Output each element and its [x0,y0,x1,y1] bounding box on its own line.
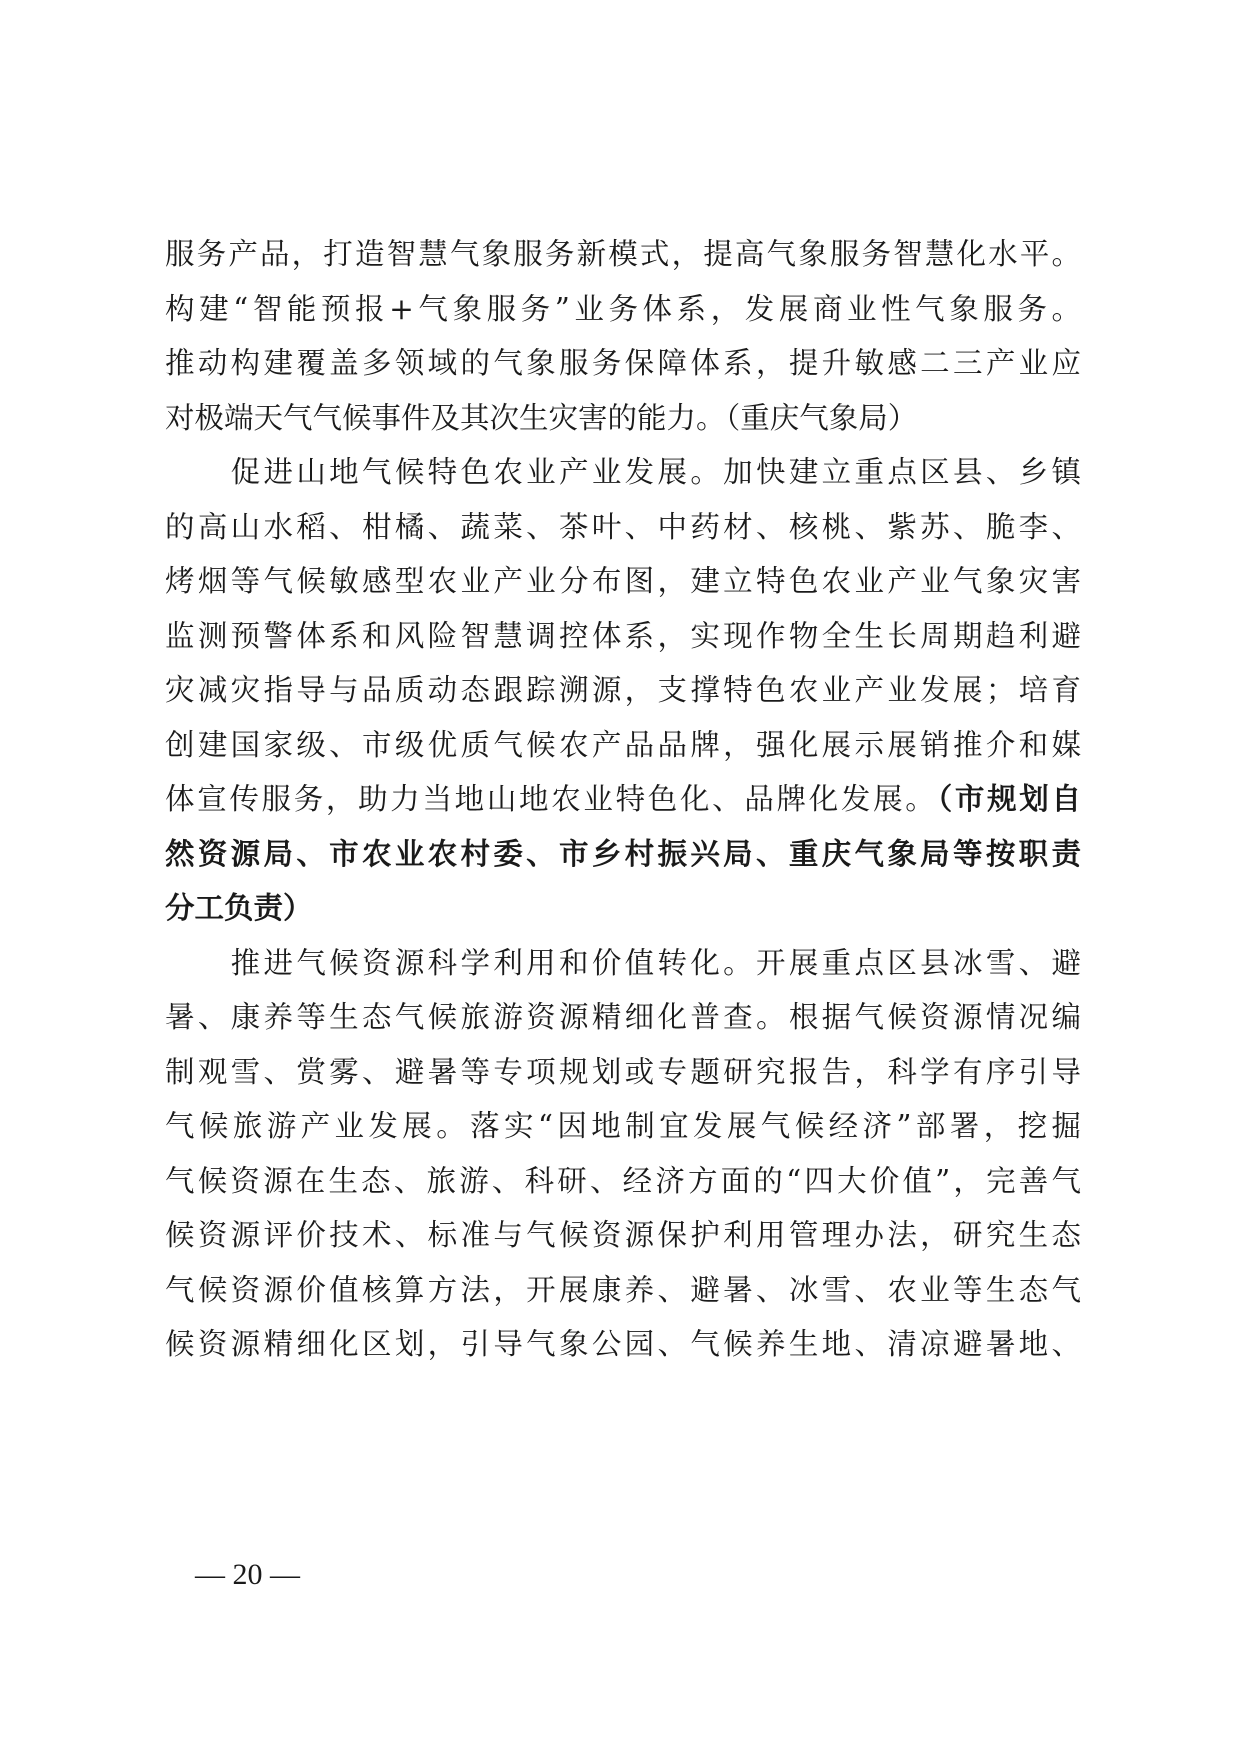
text-line [165,995,1081,1039]
text-line [165,832,1081,876]
text-segment: 体宣传服务，助力当地山地农业特色化、品牌化发展。 [165,782,938,816]
text-line [165,614,1081,658]
text-line [165,505,1081,549]
text-segment: 制观雪、赏雾、避暑等专项规划或专题研究报告，科学有序引导 [165,1054,1081,1089]
text-segment: 暑、康养等生态气候旅游资源精细化普查。根据气候资源情况编 [165,1000,1081,1034]
text-segment: 候资源评价技术、标准与气候资源保护利用管理办法，研究生态 [165,1218,1081,1252]
bold-text-segment: 分工负责） [165,890,313,925]
text-line [165,777,1081,821]
text-line [165,396,1081,440]
bold-text-segment: 然资源局、市农业农村委、市乡村振兴局、重庆气象局等按职责 [165,835,1081,871]
text-segment: 气候旅游产业发展。落实“因地制宜发展气候经济”部署，挖掘 [165,1109,1081,1143]
text-line [165,341,1081,385]
text-line [165,450,1081,494]
text-line [165,723,1081,767]
text-segment: 对极端天气气候事件及其次生灾害的能力。（重庆气象局） [165,400,918,435]
text-line [165,1104,1081,1148]
text-segment: 监测预警体系和风险智慧调控体系，实现作物全生长周期趋利避 [165,618,1081,653]
text-line [165,559,1081,603]
text-segment: 烤烟等气候敏感型农业产业分布图，建立特色农业产业气象灾害 [165,564,1081,598]
text-line [165,1322,1081,1366]
text-line [165,287,1081,331]
text-line [165,1213,1081,1257]
text-segment: 推进气候资源科学利用和价值转化。开展重点区县冰雪、避 [165,945,1081,980]
text-segment: 构建“智能预报+气象服务”业务体系，发展商业性气象服务。 [165,291,1081,326]
text-line [165,1050,1081,1094]
text-segment: 创建国家级、市级优质气候农产品品牌，强化展示展销推介和媒 [165,727,1081,762]
text-segment: 候资源精细化区划，引导气象公园、气候养生地、清凉避暑地、 [165,1327,1081,1361]
text-segment: 的高山水稻、柑橘、蔬菜、茶叶、中药材、核桃、紫苏、脆李、 [165,509,1081,544]
bold-text-segment: （市规划自 [937,781,1081,816]
text-segment: 服务产品，打造智慧气象服务新模式，提高气象服务智慧化水平。 [165,237,1081,271]
text-line [165,1159,1081,1203]
text-segment: 灾减灾指导与品质动态跟踪溯源，支撑特色农业产业发展；培育 [165,673,1081,707]
text-line [165,232,1081,276]
text-segment: 气候资源在生态、旅游、科研、经济方面的“四大价值”，完善气 [165,1163,1081,1198]
text-segment: 促进山地气候特色农业产业发展。加快建立重点区县、乡镇 [165,455,1081,489]
text-segment: 气候资源价值核算方法，开展康养、避暑、冰雪、农业等生态气 [165,1272,1081,1307]
page-number: — 20 — [195,1558,300,1591]
text-line [165,1268,1081,1312]
text-line [165,668,1081,712]
text-line [165,941,1081,985]
text-line [165,886,1081,930]
text-segment: 推动构建覆盖多领域的气象服务保障体系，提升敏感二三产业应 [165,346,1081,380]
